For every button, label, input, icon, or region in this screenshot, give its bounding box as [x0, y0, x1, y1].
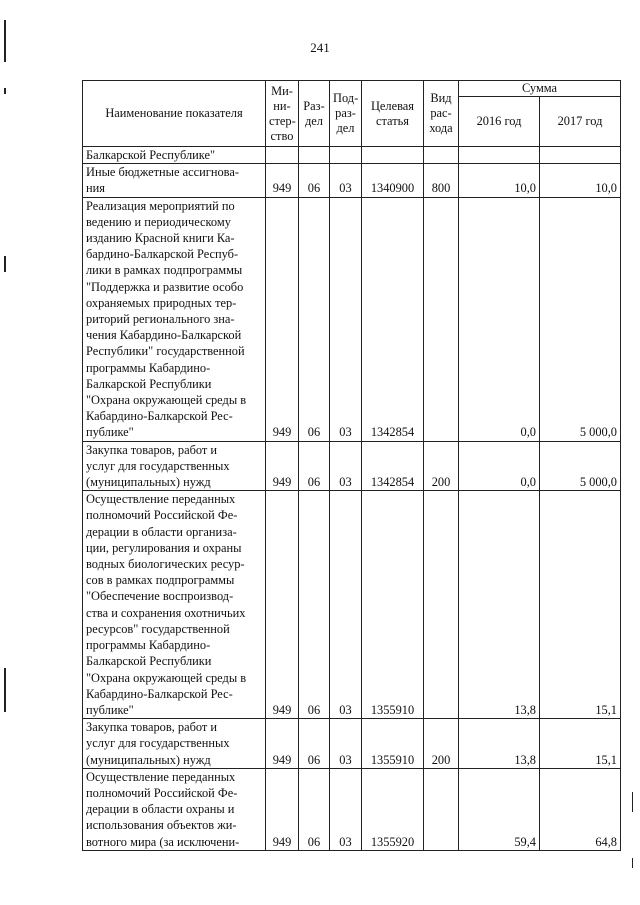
row-expense-type: 200	[424, 719, 459, 769]
table-header	[83, 81, 621, 147]
row-target: 1342854	[362, 197, 424, 441]
row-expense-type: 800	[424, 164, 459, 197]
row-sum-2017	[540, 147, 621, 164]
row-sum-2017: 5 000,0	[540, 197, 621, 441]
row-name: Реализация мероприятий по ведению и периодическому изданию Красной книги Ка- бардино-Балкарской Респуб- лики в рамках подпрограммы "Поддержка и развитие особо охраняемых природных тер- риторий регионального зна- чения Кабардино-Балкарской Республики" государственной программы Кабардино- Балкарской Республики "Охрана окружающей среды в Кабардино-Балкарской Рес- публике"	[83, 197, 266, 441]
table-row	[83, 164, 621, 197]
table-row	[83, 441, 621, 491]
row-sum-2017: 64,8	[540, 768, 621, 850]
row-expense-type	[424, 768, 459, 850]
row-sum-2016: 59,4	[459, 768, 540, 850]
row-name: Иные бюджетные ассигнова- ния	[83, 164, 266, 197]
budget-table	[82, 80, 621, 851]
row-name: Балкарской Республике"	[83, 147, 266, 164]
header-year-2016: 2016 год	[459, 97, 540, 147]
header-sum: Сумма	[459, 81, 621, 97]
row-section: 06	[299, 719, 330, 769]
row-sum-2016: 10,0	[459, 164, 540, 197]
table-row	[83, 491, 621, 719]
header-year-2017: 2017 год	[540, 97, 621, 147]
row-name: Осуществление переданных полномочий Российской Фе- дерации в области охраны и использования объектов жи- вотного мира (за исключени-	[83, 768, 266, 850]
row-sum-2017: 10,0	[540, 164, 621, 197]
page-number: 241	[310, 40, 330, 55]
table-row	[83, 768, 621, 850]
row-subsection: 03	[330, 768, 362, 850]
scan-margin-mark	[632, 792, 633, 812]
row-expense-type: 200	[424, 441, 459, 491]
row-target: 1355920	[362, 768, 424, 850]
row-section	[299, 147, 330, 164]
table-row	[83, 197, 621, 441]
row-sum-2017: 15,1	[540, 491, 621, 719]
row-sum-2016: 0,0	[459, 197, 540, 441]
row-section: 06	[299, 768, 330, 850]
row-section: 06	[299, 164, 330, 197]
scan-margin-mark	[4, 20, 6, 62]
row-subsection: 03	[330, 164, 362, 197]
row-sum-2017: 15,1	[540, 719, 621, 769]
row-subsection: 03	[330, 441, 362, 491]
header-name: Наименование показателя	[83, 81, 266, 147]
row-expense-type	[424, 197, 459, 441]
row-target: 1355910	[362, 719, 424, 769]
row-sum-2017: 5 000,0	[540, 441, 621, 491]
row-expense-type	[424, 491, 459, 719]
row-expense-type	[424, 147, 459, 164]
row-target: 1340900	[362, 164, 424, 197]
row-target: 1342854	[362, 441, 424, 491]
row-sum-2016	[459, 147, 540, 164]
row-ministry: 949	[266, 719, 299, 769]
row-target	[362, 147, 424, 164]
row-sum-2016: 13,8	[459, 491, 540, 719]
header-ministry: Ми- ни- стер- ство	[266, 81, 299, 147]
row-sum-2016: 13,8	[459, 719, 540, 769]
row-name: Осуществление переданных полномочий Российской Фе- дерации в области организа- ции, регулирования и охраны водных биологических ресур- сов в рамках подпрограммы "Обеспечение воспроизвод- ства и сохранения охотничьих ресурсов" государственной программы Кабардино- Балкарской Республики "Охрана окружающей среды в Кабардино-Балкарской Рес- публике"	[83, 491, 266, 719]
row-subsection: 03	[330, 719, 362, 769]
row-sum-2016: 0,0	[459, 441, 540, 491]
row-target: 1355910	[362, 491, 424, 719]
row-ministry: 949	[266, 491, 299, 719]
row-ministry	[266, 147, 299, 164]
table-row	[83, 719, 621, 769]
row-subsection	[330, 147, 362, 164]
scan-margin-mark	[632, 858, 633, 868]
row-section: 06	[299, 441, 330, 491]
row-ministry: 949	[266, 768, 299, 850]
scan-margin-mark	[4, 668, 6, 712]
row-ministry: 949	[266, 197, 299, 441]
row-ministry: 949	[266, 441, 299, 491]
row-subsection: 03	[330, 491, 362, 719]
row-section: 06	[299, 197, 330, 441]
row-name: Закупка товаров, работ и услуг для государственных (муниципальных) нужд	[83, 719, 266, 769]
row-subsection: 03	[330, 197, 362, 441]
table-row	[83, 147, 621, 164]
header-target: Целевая статья	[362, 81, 424, 147]
row-section: 06	[299, 491, 330, 719]
header-expense-type: Вид рас- хода	[424, 81, 459, 147]
header-subsection: Под- раз- дел	[330, 81, 362, 147]
scan-margin-mark	[4, 88, 6, 94]
row-name: Закупка товаров, работ и услуг для государственных (муниципальных) нужд	[83, 441, 266, 491]
scan-margin-mark	[4, 256, 6, 272]
row-ministry: 949	[266, 164, 299, 197]
header-section: Раз- дел	[299, 81, 330, 147]
